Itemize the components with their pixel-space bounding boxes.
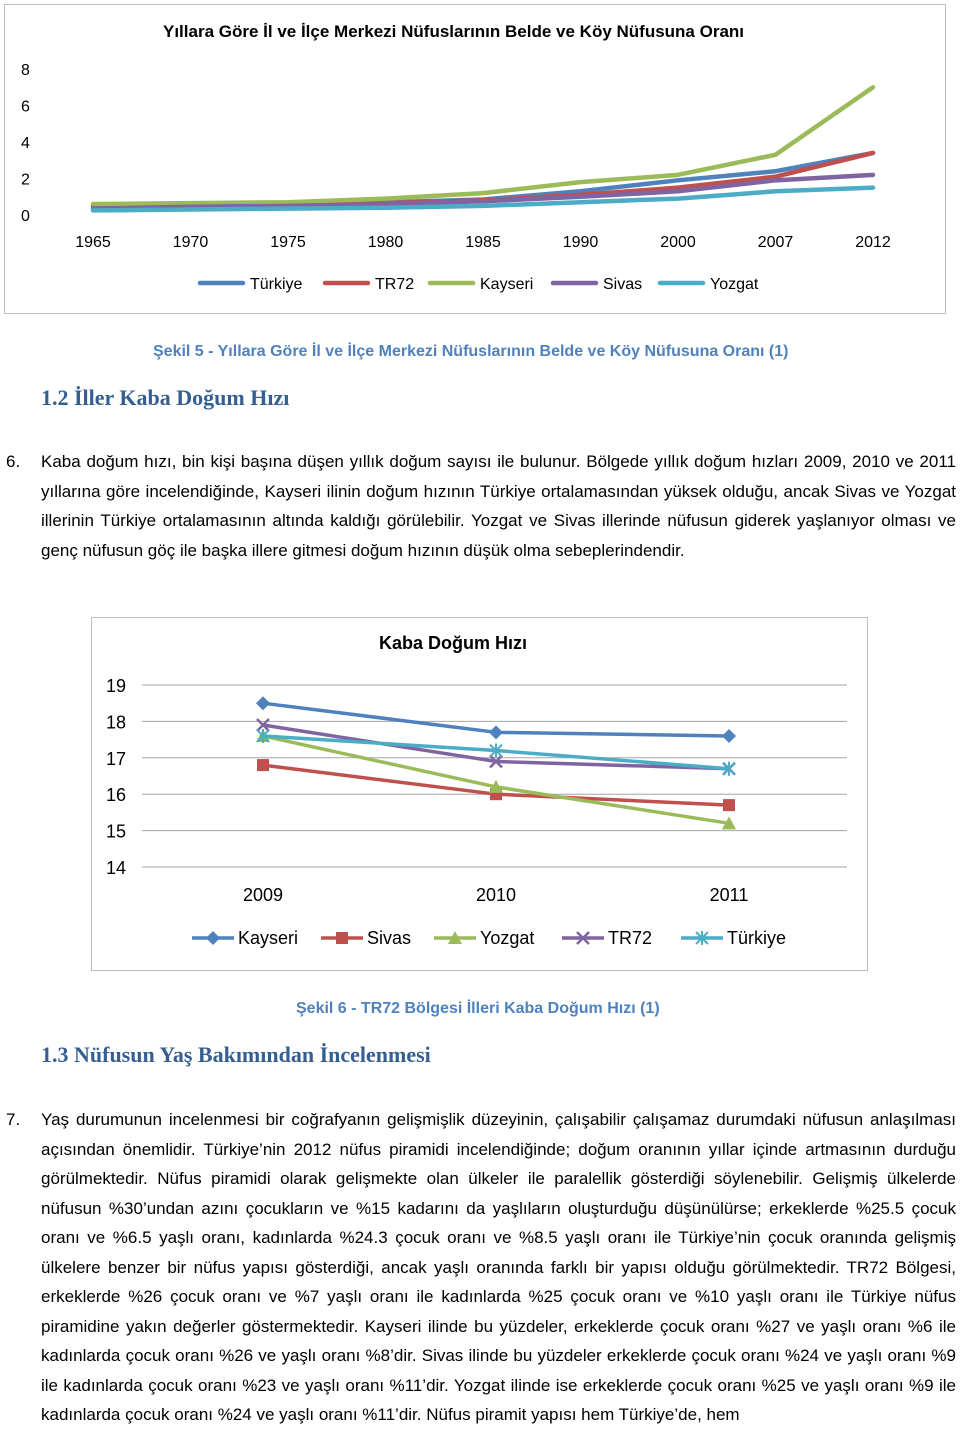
figure-6-caption: Şekil 6 - TR72 Bölgesi İlleri Kaba Doğum Hızı (1) (296, 1000, 660, 1017)
data-point-kayseri (489, 725, 503, 739)
chart-title: Kaba Doğum Hızı (379, 633, 528, 653)
x-tick-label: 1970 (172, 234, 209, 251)
chart-plot (5, 5, 945, 313)
y-tick-label: 15 (106, 821, 127, 842)
data-point-sivas (257, 759, 269, 771)
legend-label: TR72 (608, 928, 653, 948)
legend-label: Kayseri (238, 928, 299, 948)
y-tick-label: 14 (106, 858, 127, 878)
legend-label: TR72 (375, 276, 415, 293)
legend-label: Türkiye (727, 928, 787, 948)
data-point-kayseri (256, 696, 270, 710)
x-tick-label: 1965 (75, 234, 111, 251)
legend-label: Türkiye (250, 276, 303, 293)
x-tick-label: 1980 (367, 234, 404, 251)
chart-plot (92, 618, 867, 970)
x-tick-label: 1975 (270, 234, 306, 251)
x-tick-label: 2012 (855, 234, 891, 251)
figure-5-chart (4, 4, 946, 314)
paragraph-age-structure: Yaş durumunun incelenmesi bir coğrafyanın gelişmişlik düzeyinin, çalışabilir çalışamaz durumdaki nüfusun anlaşılması açısından önemlidir. Türkiye’nin 2012 nüfus piramidi incelendiğinde; doğum oranının yıllar içinde artmasının durduğu görülmektedir. Nüfus piramidi olarak gelişmekte olan ülkeler ile paralellik gösterdiği söylenebilir. Gelişmiş ülkelerde nüfusun %30’undan azını çocukların ve %15 kadarını da yaşlıların oluşturduğu düşünülürse; erkeklerde %25.5 çocuk oranı ve %6.5 yaşlı oranı, kadınlarda %24.3 çocuk oranı ve %8.5 yaşlı oranı ile Türkiye’nin çocuk oranında gelişmiş ülkelere benzer bir nüfus yapısı gösterdiği, ancak yaşlı oranında farklı bir yapısı olduğu görülmektedir. TR72 Bölgesi, erkeklerde %26 çocuk oranı ve %7 yaşlı oranı ile kadınlarda %25 çocuk oranı ve %10 yaşlı oranı ile Türkiye nüfus piramidine yakın değerler göstermektedir. Kayseri ilinde bu yüzdeler, erkeklerde çocuk oranı %27 ve yaşlı oranı %6 ile kadınlarda çocuk oranı %26 ve yaşlı oranı %8’dir. Sivas ilinde bu yüzdeler erkeklerde çocuk oranı %24 ve yaşlı oranı %9 ile kadınlarda çocuk oranı %23 ve yaşlı oranı %11’dir. Yozgat ilinde ise erkeklerde çocuk oranı %25 ve yaşlı oranı %9 ile kadınlarda çocuk oranı %24 ve yaşlı oranı %11’dir. Nüfus piramit yapısı hem Türkiye’de, hem (41, 1110, 956, 1424)
figure-6-chart (91, 617, 868, 971)
series-line-kayseri (93, 87, 873, 204)
paragraph-birth-rate: Kaba doğum hızı, bin kişi başına düşen yıllık doğum sayısı ile bulunur. Bölgede yıllık doğum hızları 2009, 2010 ve 2011 yıllarına göre incelendiğinde, Kayseri ilinin doğum hızının Türkiye ortalamasından yüksek olduğu, ancak Sivas ve Yozgat illerinin Türkiye ortalamasının altında kaldığı görülebilir. Yozgat ve Sivas illerinde nüfusun giderek yaşlanıyor olması ve genç nüfusun göç ile başka illere gitmesi doğum hızının düşük olma sebeplerindendir. (41, 452, 956, 560)
chart-title: Yıllara Göre İl ve İlçe Merkezi Nüfuslarının Belde ve Köy Nüfusuna Oranı (163, 22, 745, 41)
x-tick-label: 1990 (562, 234, 599, 251)
y-tick-label: 17 (106, 748, 127, 769)
x-tick-label: 2011 (709, 885, 749, 905)
x-tick-label: 2000 (660, 234, 696, 251)
legend-label: Sivas (603, 276, 643, 293)
legend-label: Sivas (367, 928, 412, 948)
y-tick-label: 8 (21, 62, 30, 79)
legend-label: Kayseri (480, 276, 534, 293)
x-tick-label: 1985 (465, 234, 501, 251)
y-tick-label: 4 (21, 135, 30, 152)
legend-marker (336, 932, 348, 944)
figure-5-caption: Şekil 5 - Yıllara Göre İl ve İlçe Merkezi Nüfuslarının Belde ve Köy Nüfusuna Oranı (1) (153, 343, 789, 360)
section-heading-1-2: 1.2 İller Kaba Doğum Hızı (41, 385, 290, 410)
paragraph-number: 7. (6, 1110, 21, 1129)
y-tick-label: 18 (106, 712, 127, 733)
legend-label: Yozgat (480, 928, 535, 948)
paragraph-number: 6. (6, 452, 21, 471)
legend-marker (206, 931, 220, 945)
data-point-kayseri (722, 729, 736, 743)
section-heading-1-3: 1.3 Nüfusun Yaş Bakımından İncelenmesi (41, 1042, 431, 1067)
legend-label: Yozgat (710, 276, 759, 293)
y-tick-label: 0 (21, 208, 30, 225)
data-point-sivas (723, 799, 735, 811)
y-tick-label: 16 (106, 785, 127, 806)
x-tick-label: 2009 (242, 885, 284, 905)
y-tick-label: 6 (21, 98, 30, 116)
y-tick-label: 2 (21, 171, 30, 189)
y-tick-label: 19 (106, 676, 127, 696)
x-tick-label: 2010 (475, 885, 517, 905)
x-tick-label: 2007 (757, 234, 794, 251)
